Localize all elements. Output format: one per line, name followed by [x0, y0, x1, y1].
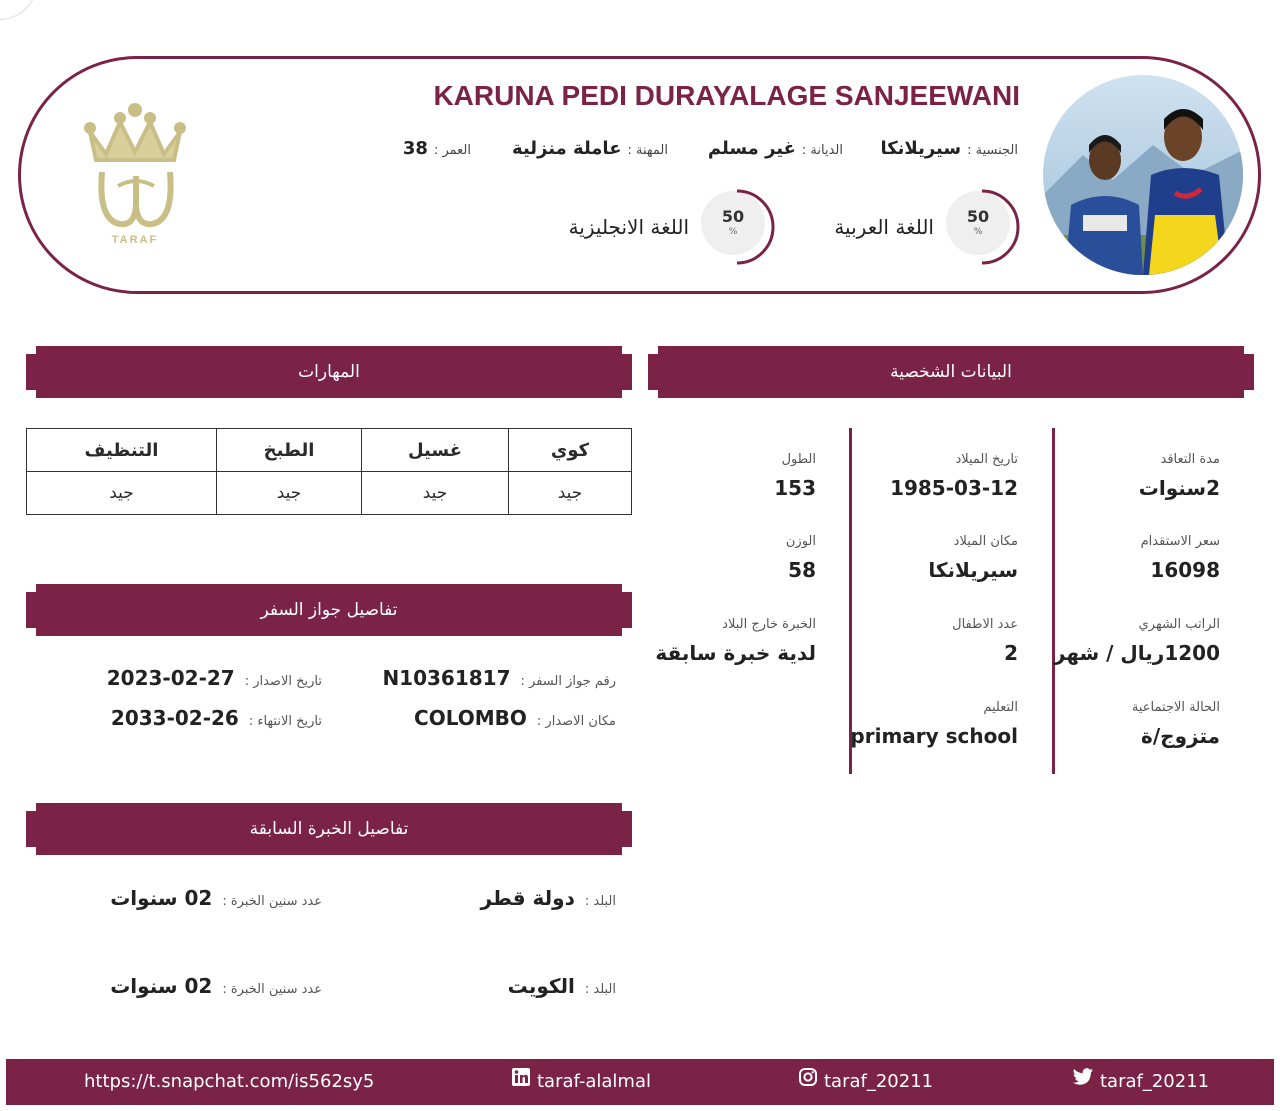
contract-label: مدة التعاقد	[1160, 452, 1220, 467]
experience-section-title: تفاصيل الخبرة السابقة	[249, 819, 409, 839]
recruit-price-field	[1030, 534, 1220, 582]
dob-value: 1985-03-12	[890, 476, 1018, 500]
twitter-handle: taraf_20211	[1100, 1071, 1210, 1092]
candidate-name: KARUNA PEDI DURAYALAGE SANJEEWANI	[433, 80, 1020, 111]
skill-value-cleaning: جيد	[27, 472, 217, 515]
twitter-link[interactable]	[1072, 1059, 1209, 1105]
pob-field	[838, 534, 1018, 582]
passport-number-field	[382, 666, 616, 690]
nationality-label: الجنسية :	[967, 143, 1018, 158]
instagram-icon	[798, 1059, 818, 1105]
age-field	[403, 138, 471, 164]
experience-country-field	[481, 886, 616, 910]
snapchat-url: https://t.snapchat.com/is562sy5	[84, 1071, 375, 1092]
expiry-date-field	[111, 706, 322, 730]
age-label: العمر :	[433, 143, 471, 158]
country-value: دولة قطر	[480, 886, 575, 910]
religion-field	[708, 138, 843, 164]
personal-section-title: البيانات الشخصية	[890, 362, 1012, 382]
skills-section-header	[26, 346, 632, 398]
personal-section-header	[648, 346, 1254, 398]
arabic-percent-sign: %	[973, 227, 983, 237]
salary-field	[1030, 617, 1220, 665]
table-row	[27, 429, 632, 472]
skills-section-title: المهارات	[298, 362, 360, 382]
experience-country-field	[508, 974, 616, 998]
english-percent-sign: %	[728, 227, 738, 237]
country-label: البلد :	[584, 894, 616, 909]
issue-place-label: مكان الاصدار :	[536, 714, 616, 729]
taraf-logo	[80, 102, 190, 248]
linkedin-handle: taraf-alalmal	[537, 1071, 651, 1092]
salary-label: الراتب الشهري	[1138, 617, 1220, 632]
skill-header-cooking: الطبخ	[217, 429, 362, 472]
nationality-field	[880, 138, 1018, 164]
recruit-price-value: 16098	[1150, 558, 1220, 582]
years-label: عدد سنين الخبرة :	[222, 982, 322, 997]
arabic-label: اللغة العربية	[834, 215, 934, 239]
linkedin-link[interactable]	[511, 1059, 651, 1105]
issue-place-value: COLOMBO	[414, 706, 527, 730]
language-arabic	[834, 186, 1018, 268]
education-value: primary school	[850, 724, 1018, 748]
skill-header-washing: غسيل	[362, 429, 509, 472]
children-label: عدد الاطفال	[952, 617, 1018, 632]
english-label: اللغة الانجليزية	[568, 215, 689, 239]
profession-value: عاملة منزلية	[512, 138, 622, 159]
marital-label: الحالة الاجتماعية	[1131, 700, 1220, 715]
expiry-date-label: تاريخ الانتهاء :	[248, 714, 322, 729]
recruit-price-label: سعر الاستقدام	[1140, 534, 1220, 549]
pob-value: سيريلانكا	[928, 558, 1018, 582]
passport-number-value: N10361817	[382, 666, 511, 690]
weight-field	[656, 534, 816, 582]
arabic-progress-ring	[946, 187, 1018, 267]
years-value: 02 سنوات	[110, 974, 213, 998]
weight-value: 58	[788, 558, 816, 582]
height-value: 153	[774, 476, 816, 500]
language-english	[569, 186, 773, 268]
marital-field	[1030, 700, 1220, 748]
passport-section-title: تفاصيل جواز السفر	[260, 600, 398, 620]
english-progress-ring	[701, 187, 773, 267]
skill-value-washing: جيد	[362, 472, 509, 515]
issue-date-value: 2023-02-27	[106, 666, 235, 690]
profession-field	[512, 138, 668, 164]
age-value: 38	[402, 138, 428, 159]
skill-header-ironing: كوي	[509, 429, 632, 472]
footer-bar	[6, 1059, 1274, 1105]
pob-label: مكان الميلاد	[953, 534, 1018, 549]
logo-text: TARAF	[111, 234, 159, 246]
abroad-experience-value: لدية خبرة سابقة	[655, 641, 816, 665]
twitter-icon	[1072, 1059, 1094, 1105]
skills-table	[26, 428, 632, 515]
issue-date-field	[107, 666, 322, 690]
children-field	[838, 617, 1018, 665]
dob-label: تاريخ الميلاد	[955, 452, 1018, 467]
issue-date-label: تاريخ الاصدار :	[244, 674, 322, 689]
contract-value: 2سنوات	[1138, 476, 1220, 500]
expiry-date-value: 2033-02-26	[110, 706, 239, 730]
education-field	[838, 700, 1018, 748]
crown-icon	[80, 102, 190, 234]
instagram-handle: taraf_20211	[824, 1071, 934, 1092]
skill-header-cleaning: التنظيف	[27, 429, 217, 472]
children-value: 2	[1004, 641, 1018, 665]
profession-label: المهنة :	[627, 143, 668, 158]
skill-value-cooking: جيد	[217, 472, 362, 515]
contract-field	[1030, 452, 1220, 500]
nationality-value: سيريلانكا	[880, 138, 962, 159]
experience-years-field	[110, 886, 322, 910]
profile-photo	[1043, 75, 1243, 275]
english-percent: 50	[721, 207, 745, 226]
passport-number-label: رقم جواز السفر :	[520, 674, 616, 689]
instagram-link[interactable]	[798, 1059, 933, 1105]
religion-value: غير مسلم	[707, 138, 796, 159]
dob-field	[838, 452, 1018, 500]
linkedin-icon	[511, 1059, 531, 1105]
snapchat-link[interactable]	[84, 1059, 374, 1105]
arabic-percent: 50	[966, 207, 990, 226]
height-field	[656, 452, 816, 500]
country-value: الكويت	[507, 974, 575, 998]
issue-place-field	[414, 706, 616, 730]
salary-value: 1200ريال / شهر	[1053, 641, 1220, 665]
marital-value: متزوج/ة	[1141, 724, 1220, 748]
experience-years-field	[110, 974, 322, 998]
years-value: 02 سنوات	[110, 886, 213, 910]
years-label: عدد سنين الخبرة :	[222, 894, 322, 909]
country-label: البلد :	[584, 982, 616, 997]
education-label: التعليم	[983, 700, 1018, 715]
abroad-experience-field	[646, 617, 816, 665]
religion-label: الديانة :	[801, 143, 843, 158]
table-row	[27, 472, 632, 515]
corner-decoration	[0, 0, 38, 20]
weight-label: الوزن	[785, 534, 816, 549]
skill-value-ironing: جيد	[509, 472, 632, 515]
height-label: الطول	[781, 452, 816, 467]
experience-section-header	[26, 803, 632, 855]
passport-section-header	[26, 584, 632, 636]
abroad-experience-label: الخبرة خارج البلاد	[722, 617, 816, 632]
